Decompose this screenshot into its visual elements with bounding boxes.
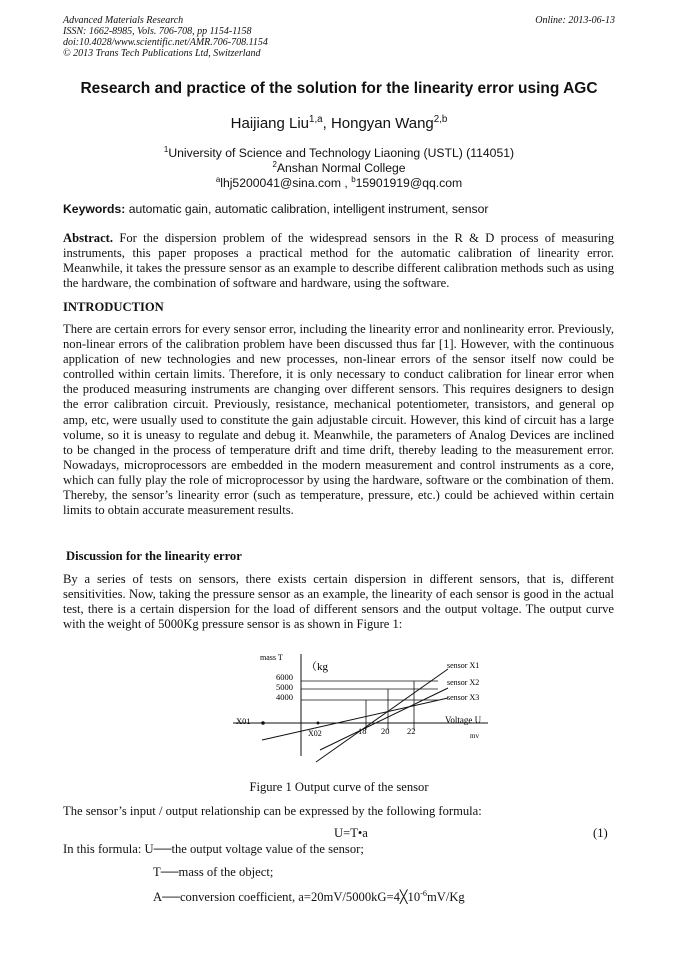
t-definition: T──mass of the object;	[153, 865, 274, 879]
affiliations	[40, 146, 638, 191]
figure-1-caption: Figure 1 Output curve of the sensor	[249, 780, 429, 794]
copyright-line: © 2013 Trans Tech Publications Ltd, Switzerland	[63, 48, 261, 59]
formula-intro: The sensor’s input / output relationship can be expressed by the following formula:	[63, 804, 482, 818]
author-separator: ,	[322, 115, 331, 132]
affiliation-1-text: University of Science and Technology Liaoning (USTL) (114051)	[168, 146, 515, 160]
a-definition-pre: A──conversion coefficient, a=20mV/5000kG=4	[153, 890, 400, 904]
email-a: lhj5200041@sina.com ,	[220, 176, 352, 190]
y-tick-4000: 4000	[276, 692, 293, 702]
doi-line: doi:10.4028/www.scientific.net/AMR.706-708.1154	[63, 37, 268, 48]
email-line	[40, 176, 638, 191]
keywords-text: automatic gain, automatic calibration, intelligent instrument, sensor	[125, 202, 489, 216]
author-2: Hongyan Wang	[330, 115, 434, 132]
sensor-3-label: sensor X3	[447, 693, 480, 702]
sensor-2-label: sensor X2	[447, 678, 480, 687]
sensor-line-1	[316, 669, 448, 762]
keywords-label: Keywords:	[63, 202, 126, 216]
a-definition	[153, 889, 465, 905]
sensor-line-3	[262, 698, 448, 740]
equation: U=T•a	[334, 826, 368, 840]
x02-marker	[317, 722, 320, 725]
email-b: 15901919@qq.com	[355, 176, 463, 190]
a-definition-base: 10	[407, 890, 421, 904]
y-axis-unit: （kg	[306, 661, 328, 673]
author-1: Haijiang Liu	[230, 115, 310, 132]
journal-header	[63, 15, 615, 59]
affiliation-1	[40, 146, 638, 161]
author-list	[40, 115, 638, 132]
abstract-text: For the dispersion problem of the widespread sensors in the R & D process of measuring instruments, this paper proposes a practical method for the automatic calibration of linearity error. Meanwhile, it takes the pressure sensor as an example to describe different calibration methods such as using the hardware, the combination of software and hardware, using the software.	[63, 231, 614, 291]
affiliation-1-sup: 1	[163, 144, 169, 154]
x-tick-22: 22	[407, 726, 416, 736]
y-tick-6000: 6000	[276, 672, 293, 682]
intro-text: There are certain errors for every sensor error, including the linearity error and nonlinearity error. Previously, non-linear errors of the calibration problem have been discussed thus far [1]. However, with the continuous application of new technologies and new processes, non-linear errors of the sensor itself now could be controlled within certain limits. Therefore, it is only necessary to conduct calibration for linear error when the produced measuring instruments are changing over different sensors. This requires designers to design the error calibration circuit. Previously, resistance, mechanical potentiometer, transistors, and general op amp, etc, were usually used to constitute the gain adjustable circuit. However, this kind of circuit has a large volume, so it is uneasy to regulate and debug it. Meanwhile, the parameters of Analog Devices are inclined to be changed in the process of temperature drift and time drift, thereby leading to the measurement error. Nowadays, microprocessors are embedded in the modern measurement and control instruments as a core, which can fully play the role of microprocessor by using the hardware, software or the combination of them. Thereby, the sensor’s linearity error (such as temperature, pressure, etc.) could be achieved within certain limits to obtain accurate measurement results.	[63, 322, 614, 518]
affiliation-2	[40, 161, 638, 176]
email-b-sup: b	[351, 174, 356, 184]
issn-line: ISSN: 1662-8985, Vols. 706-708, pp 1154-1158	[63, 26, 252, 37]
email-a-sup: a	[215, 174, 221, 184]
x-tick-20: 20	[381, 726, 390, 736]
journal-name: Advanced Materials Research	[63, 15, 184, 26]
online-date: Online: 2013-06-13	[535, 15, 615, 26]
a-definition-exp: -6	[420, 888, 427, 898]
abstract-label: Abstract.	[63, 231, 114, 245]
a-definition-unit: mV/Kg	[426, 890, 465, 904]
where-u	[63, 842, 364, 857]
paper-title: Research and practice of the solution for the linearity error using AGC	[80, 80, 598, 97]
intro-heading: INTRODUCTION	[63, 300, 164, 314]
author-2-sup: 2,b	[433, 114, 448, 125]
where-label: In this formula:	[63, 842, 142, 856]
x02-label: X02	[308, 729, 322, 738]
x01-marker	[261, 721, 265, 725]
equation-number: (1)	[593, 826, 608, 840]
affiliation-2-text: Anshan Normal College	[276, 161, 406, 175]
y-tick-5000: 5000	[276, 682, 293, 692]
a-times-sign: ╳	[399, 890, 408, 904]
affiliation-2-sup: 2	[272, 159, 277, 169]
x-axis-label: Voltage U	[445, 715, 482, 725]
x-tick-18: 18	[358, 726, 367, 736]
abstract	[63, 231, 614, 291]
discussion-text: By a series of tests on sensors, there exists certain dispersion in different sensors, that is, different sensitivities. Now, taking the pressure sensor as an example, the linearity of each sensor is good in the actual test, there is a certain dispersion for the load of different sensors and the output voltage. The output curve with the weight of 5000Kg pressure sensor is as shown in Figure 1:	[63, 572, 614, 632]
sensor-line-2	[320, 688, 448, 750]
discussion-heading: Discussion for the linearity error	[66, 549, 242, 563]
u-definition: U──the output voltage value of the sensor;	[144, 842, 364, 856]
keywords	[63, 202, 623, 216]
author-1-sup: 1,a	[309, 114, 323, 125]
figure-1-output-curve	[228, 644, 498, 772]
x01-label: X01	[236, 716, 251, 726]
x-axis-unit: mv	[470, 732, 479, 740]
sensor-1-label: sensor X1	[447, 661, 480, 670]
y-axis-label: mass T	[260, 653, 283, 662]
